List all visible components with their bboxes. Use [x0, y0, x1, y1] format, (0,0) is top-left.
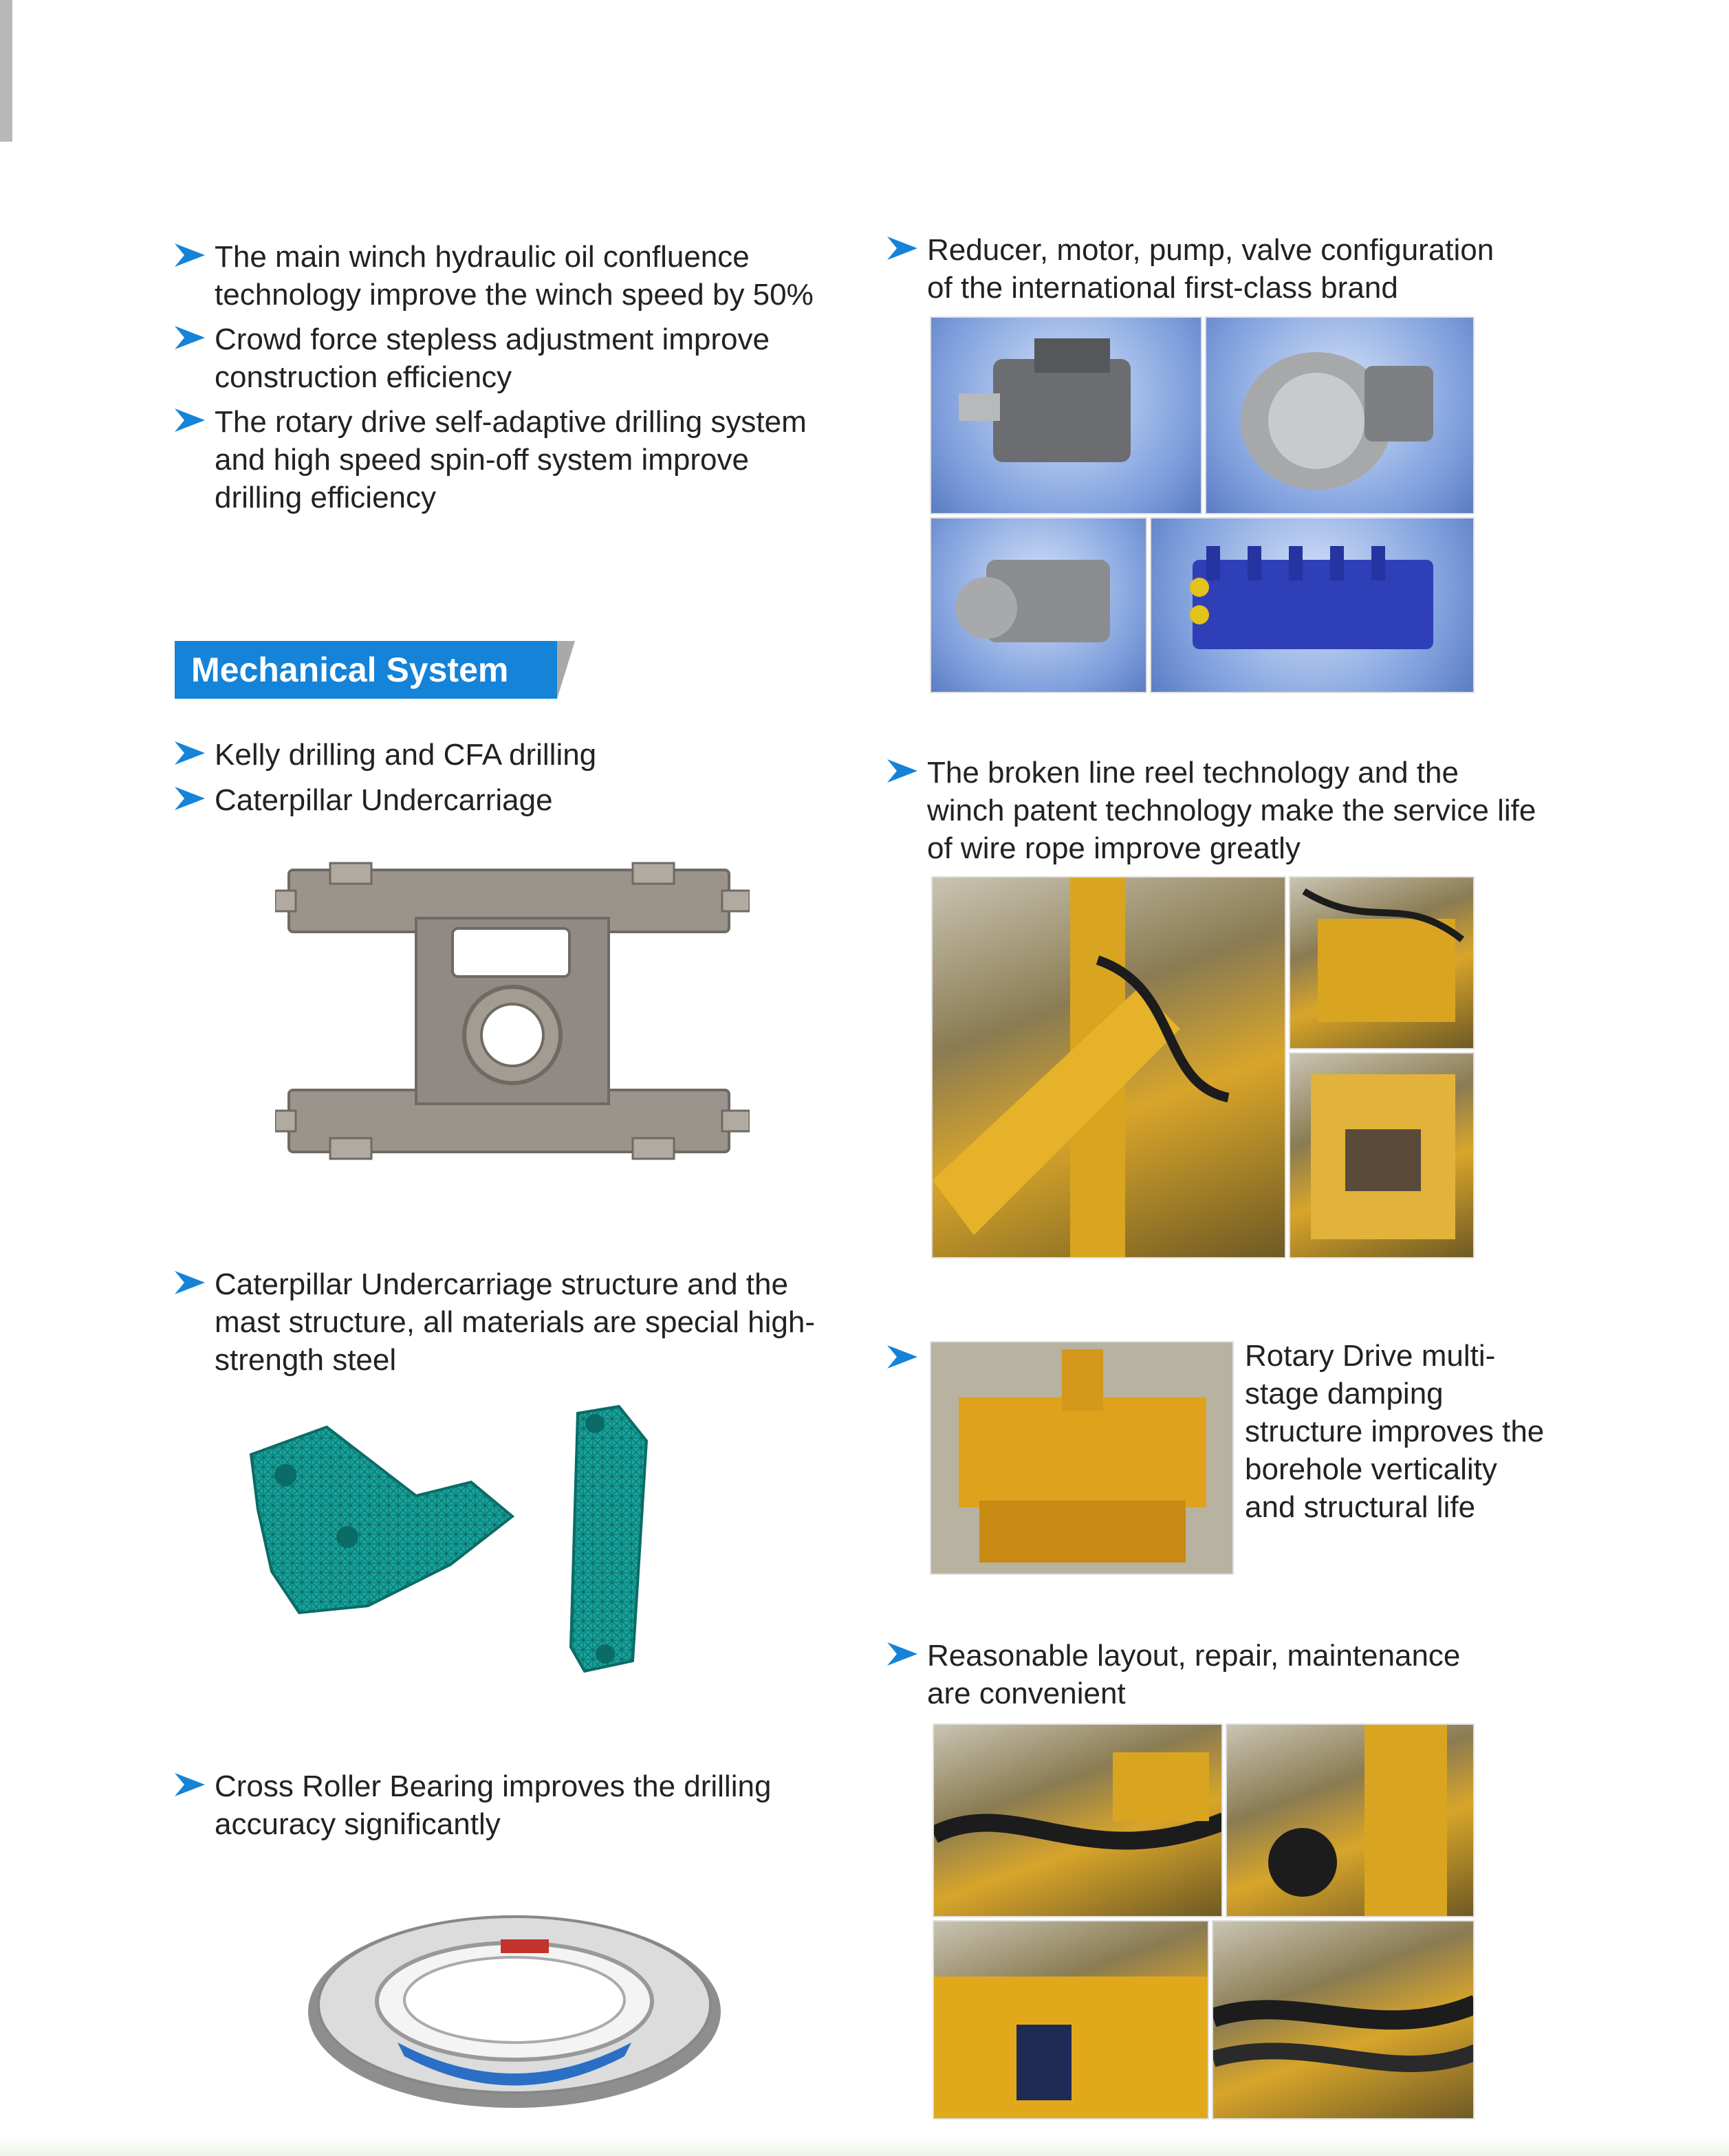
bullet-kelly-drilling [175, 736, 596, 774]
reducer-motor-photo [1205, 316, 1475, 514]
chevron-arrow-icon [887, 1642, 917, 1666]
bullet-caterpillar-undercarriage [175, 781, 553, 819]
mesh-mast-link-image [564, 1400, 660, 1678]
chevron-arrow-icon [175, 1271, 205, 1294]
maintenance-photo-2 [1226, 1723, 1475, 1917]
chevron-arrow-icon [175, 741, 205, 765]
bullet-text: The broken line reel technology and the winch patent technology make the service life of wire rope improve greatly [927, 756, 1536, 865]
cross-roller-bearing-image [301, 1898, 728, 2115]
bullet-text: Caterpillar Undercarriage structure and the mast structure, all materials are special high- strength steel [215, 1267, 815, 1377]
maintenance-photo-1 [933, 1723, 1223, 1917]
chevron-arrow-icon [175, 326, 205, 349]
section-header-slant [557, 641, 575, 699]
chevron-arrow-icon [887, 1345, 917, 1369]
winch-drum-photo [1289, 1052, 1475, 1259]
bullet-reasonable-layout [887, 1637, 1460, 1712]
mesh-bracket-image [244, 1400, 526, 1620]
chevron-arrow-icon [175, 1773, 205, 1796]
bullet-text: Crowd force stepless adjustment improve construction efficiency [215, 323, 770, 394]
rotary-drive-photo [930, 1341, 1234, 1575]
bullet-broken-line-reel [887, 754, 1536, 867]
maintenance-photo-4 [1212, 1920, 1475, 2120]
bullet-cross-roller-bearing [175, 1767, 771, 1843]
bullet-crowd-force [175, 320, 770, 396]
bullet-text: Kelly drilling and CFA drilling [215, 738, 597, 772]
bullet-text: Reducer, motor, pump, valve configuration of the international first-class brand [927, 233, 1494, 305]
bullet-rotary-damping [887, 1340, 917, 1369]
bullet-winch-speed [175, 238, 814, 314]
hydraulic-motor-photo [930, 517, 1147, 693]
maintenance-photo-3 [933, 1920, 1209, 2120]
page-edge-marker [0, 0, 12, 142]
chevron-arrow-icon [175, 243, 205, 267]
winch-mast-photo [931, 876, 1286, 1259]
bullet-text: Caterpillar Undercarriage [215, 783, 553, 817]
bullet-text: Cross Roller Bearing improves the drilling accuracy significantly [215, 1770, 772, 1841]
section-header-mechanical-system [175, 641, 560, 699]
rotary-damping-text: Rotary Drive multi- stage damping structure improves the borehole verticality and structural life [1245, 1339, 1545, 1524]
footer-band [0, 2137, 1729, 2156]
control-valve-photo [1150, 517, 1475, 693]
bullet-text: The rotary drive self-adaptive drilling system and high speed spin-off system improve drilling efficiency [215, 405, 807, 514]
bullet-international-brand [887, 231, 1494, 307]
bullet-rotary-drive [175, 403, 807, 516]
chevron-arrow-icon [887, 759, 917, 783]
chevron-arrow-icon [175, 787, 205, 810]
undercarriage-frame-image [275, 849, 750, 1173]
bullet-text: Reasonable layout, repair, maintenance are convenient [927, 1639, 1461, 1710]
winch-detail-photo-1 [1289, 876, 1475, 1049]
hydraulic-pump-photo [930, 316, 1202, 514]
bullet-text: The main winch hydraulic oil confluence technology improve the winch speed by 50% [215, 240, 814, 312]
chevron-arrow-icon [175, 409, 205, 432]
section-title: Mechanical System [191, 651, 509, 689]
bullet-high-strength-steel [175, 1265, 815, 1379]
chevron-arrow-icon [887, 237, 917, 260]
